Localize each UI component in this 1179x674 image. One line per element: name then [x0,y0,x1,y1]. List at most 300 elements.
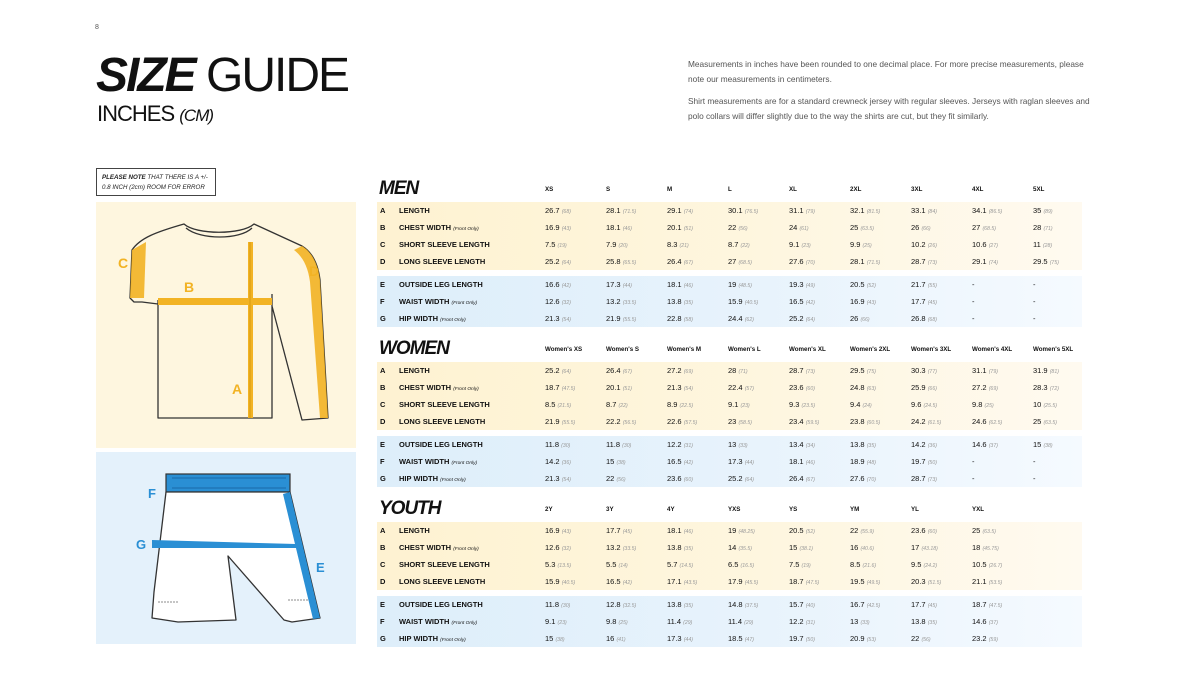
cell-cm: (73) [805,369,815,375]
table-row [377,310,1082,327]
cell-cm: (25) [984,403,994,409]
error-note [96,168,216,196]
cell-cm: (71.5) [622,209,637,215]
waistband [166,474,290,492]
cell-cm: (30) [622,443,632,449]
cell-cm: (40) [805,603,815,609]
cell-cm: (33.5) [622,300,637,306]
table-row [377,202,1082,219]
cell-cm: (43) [561,529,571,535]
row-letter: A [380,366,386,375]
cell-cm: (27) [988,243,998,249]
table-cell: 20.3 (51.5) [911,577,942,586]
row-label: WAIST WIDTH (Front Only) [399,617,478,626]
table-cell: 19 (48.5) [728,280,752,289]
table-cell: 20.1 (51) [606,383,632,392]
table-cell: 12.2 (31) [789,617,815,626]
table-cell: 9.6 (24.5) [911,400,938,409]
cell-cm: (33.5) [622,546,637,552]
size-header: 4Y [667,506,675,513]
cell-cm: (84) [927,209,937,215]
table-row [377,573,1082,590]
table-cell: 5.7 (14.5) [667,560,694,569]
table-cell: 23.6 (60) [789,383,815,392]
table-cell: 5.3 (13.5) [545,560,572,569]
table-cell: 15 (38) [545,634,565,643]
cell-cm: (79) [988,369,998,375]
size-header: Women's L [728,346,761,353]
table-cell: 30.3 (77) [911,366,937,375]
table-cell: 28.3 (72) [1033,383,1059,392]
cell-cm: (66) [921,226,931,232]
cell-cm: (61.5) [927,420,942,426]
table-cell: 13.8 (35) [667,600,693,609]
table-cell: 31.1 (79) [789,206,815,215]
table-cell: 19.7 (50) [789,634,815,643]
cell-cm: (60) [927,529,937,535]
size-header: Women's 3XL [911,346,952,353]
label-b: B [184,279,195,295]
cell-cm: (50) [927,460,937,466]
cell-cm: (53) [866,637,876,643]
cell-cm: (33) [738,443,748,449]
table-cell: 9.1 (23) [789,240,811,249]
table-cell: 13.8 (35) [667,297,693,306]
table-cell: 31.1 (79) [972,366,998,375]
table-cell: 11.4 (29) [728,617,754,626]
row-label: LONG SLEEVE LENGTH [399,577,486,586]
size-header: Women's 4XL [972,346,1013,353]
cell-cm: (81.5) [866,209,881,215]
cell-cm: (47.5) [561,386,576,392]
size-header-row [377,346,1082,356]
size-header: YM [850,506,860,513]
row-letter: G [380,634,386,643]
table-cell: 18.9 (48) [850,457,876,466]
row-note: (Front Only) [440,478,466,483]
cell-cm: (76.5) [744,209,759,215]
cell-cm: (89) [1043,209,1053,215]
cell-cm: (52) [805,529,815,535]
table-cell: 29.5 (75) [1033,257,1059,266]
table-cell: 20.5 (52) [850,280,876,289]
row-label: HIP WIDTH (Front Only) [399,474,466,483]
cell-cm: (63.5) [1043,420,1057,426]
table-cell: 14.2 (36) [911,440,937,449]
cell-cm: (66) [860,317,870,323]
row-letter: C [380,560,386,569]
table-cell: 18.7 (47.5) [972,600,1003,609]
cell-cm: (37) [988,443,998,449]
table-row [377,556,1082,573]
row-label: OUTSIDE LEG LENGTH [399,280,483,289]
size-header: Women's 5XL [1033,346,1074,353]
cell-cm: (43.5) [683,580,698,586]
cell-cm: (53.5) [988,580,1003,586]
row-label: LENGTH [399,526,430,535]
row-letter: A [380,526,386,535]
table-row [377,253,1082,270]
cell-cm: (75) [1049,260,1059,266]
table-row [377,362,1082,379]
label-a: A [232,381,243,397]
cell-cm: (35) [683,546,693,552]
table-cell: - [1033,280,1036,289]
cell-cm: (35) [683,603,693,609]
label-g: G [136,537,147,552]
table-cell: 21.9 (55.5) [606,314,637,323]
table-cell: 10.2 (26) [911,240,937,249]
table-cell: - [972,314,975,323]
table-cell: 25.2 (64) [728,474,754,483]
cell-cm: (19) [557,243,567,249]
cell-cm: (29) [744,620,754,626]
cell-cm: (67) [805,477,815,483]
size-header: YXS [728,506,741,513]
size-header: 5XL [1033,186,1045,193]
cell-cm: (46) [683,283,693,289]
row-label: CHEST WIDTH (Front Only) [399,543,479,552]
table-cell: 24.2 (61.5) [911,417,942,426]
cell-cm: (46) [683,529,693,535]
table-cell: 13.8 (35) [911,617,937,626]
table-row [377,219,1082,236]
cell-cm: (55.9) [860,529,874,535]
table-cell: 13.8 (35) [667,543,693,552]
table-cell: 9.8 (25) [972,400,994,409]
cell-cm: (51.5) [927,580,942,586]
cell-cm: (46) [622,226,632,232]
shorts-diagram [96,452,356,644]
cell-cm: (42.5) [866,603,881,609]
row-label: OUTSIDE LEG LENGTH [399,600,483,609]
size-header: Women's M [667,346,702,353]
table-cell: 23.6 (60) [667,474,693,483]
row-letter: F [380,457,385,466]
cell-cm: (32) [561,300,571,306]
table-cell: 7.5 (19) [545,240,567,249]
row-letter: D [380,417,386,426]
table-cell: 10.6 (27) [972,240,998,249]
table-cell: 28 (71) [728,366,748,375]
table-cell: 19 (48.25) [728,526,755,535]
cell-cm: (79) [805,209,815,215]
size-header: 2XL [850,186,862,193]
row-letter: B [380,543,386,552]
table-cell: 19.7 (50) [911,457,937,466]
row-label: CHEST WIDTH (Front Only) [399,383,479,392]
cell-cm: (49.5) [866,580,881,586]
table-cell: 15 (38) [1033,440,1053,449]
table-row [377,413,1082,430]
table-cell: 17.7 (45) [911,600,937,609]
cell-cm: (63.5) [982,529,996,535]
cell-cm: (71) [738,369,748,375]
cell-cm: (71) [1043,226,1053,232]
cell-cm: (35) [866,443,876,449]
cell-cm: (55.5) [561,420,576,426]
cell-cm: (68) [561,209,571,215]
cell-cm: (77) [927,369,937,375]
table-cell: 16.6 (42) [545,280,571,289]
cell-cm: (35) [927,620,937,626]
title-bold: SIZE [96,49,195,102]
cell-cm: (23.5) [801,403,816,409]
size-header: L [728,186,732,193]
section-title: YOUTH [379,498,441,519]
table-cell: 22.2 (56.5) [606,417,637,426]
cell-cm: (60.5) [866,420,881,426]
table-cell: 22.4 (57) [728,383,754,392]
cell-cm: (61) [799,226,809,232]
cell-cm: (68) [927,317,937,323]
table-row [377,396,1082,413]
table-cell: 15 (38.1) [789,543,813,552]
table-cell: 17.7 (45) [911,297,937,306]
cell-cm: (32) [561,546,571,552]
table-cell: 10 (25.5) [1033,400,1057,409]
table-cell: - [972,280,975,289]
row-note: (Front Only) [453,227,479,232]
table-cell: 26 (66) [850,314,870,323]
shorts-diagram-panel [96,452,356,644]
cell-cm: (46) [805,460,815,466]
cell-cm: (36) [927,443,937,449]
cell-cm: (63.5) [860,226,874,232]
table-cell: 14.6 (37) [972,440,998,449]
table-cell: 20.1 (51) [667,223,693,232]
cell-cm: (42) [805,300,815,306]
cell-cm: (65.5) [622,260,637,266]
table-cell: - [972,297,975,306]
cell-cm: (49) [805,283,815,289]
cell-cm: (51) [622,386,632,392]
table-cell: 18 (45.75) [972,543,999,552]
table-cell: 23.6 (60) [911,526,937,535]
table-cell: 15.7 (40) [789,600,815,609]
table-cell: 9.1 (23) [545,617,567,626]
table-cell: 15 (38) [606,457,626,466]
table-cell: 19.5 (49.5) [850,577,881,586]
cell-cm: (48.5) [738,283,752,289]
section-title: WOMEN [379,338,449,359]
table-cell: 25.2 (64) [545,366,571,375]
cell-cm: (44) [683,637,693,643]
cell-cm: (23) [557,620,567,626]
table-cell: 24.4 (62) [728,314,754,323]
cell-cm: (68.5) [982,226,996,232]
table-cell: 25 (63.5) [850,223,874,232]
table-cell: 17.3 (44) [606,280,632,289]
subtitle-main: INCHES [97,101,175,126]
cell-cm: (64) [561,369,571,375]
table-cell: 16 (40.6) [850,543,874,552]
table-cell: 5.5 (14) [606,560,628,569]
table-cell: 18.5 (47) [728,634,754,643]
intro-paragraph: Measurements in inches have been rounded to one decimal place. For more precise measurements, please note our measurements in centimeters. [688,59,1084,84]
table-cell: 26.4 (67) [606,366,632,375]
table-row [377,293,1082,310]
row-label: LONG SLEEVE LENGTH [399,417,486,426]
table-row [377,453,1082,470]
row-label: WAIST WIDTH (Front Only) [399,297,478,306]
table-cell: 26 (66) [911,223,931,232]
cell-cm: (30) [561,443,571,449]
cell-cm: (38) [555,637,565,643]
cell-cm: (59) [988,637,998,643]
cell-cm: (36) [561,460,571,466]
table-cell: 8.5 (21.6) [850,560,877,569]
table-cell: 19.3 (49) [789,280,815,289]
cell-cm: (62.5) [988,420,1003,426]
table-cell: 23.2 (59) [972,634,998,643]
cell-cm: (51) [683,226,693,232]
shorts-outline [152,492,320,622]
table-cell: 9.9 (25) [850,240,872,249]
cell-cm: (60) [805,386,815,392]
cell-cm: (35.5) [738,546,752,552]
sleeve-c-highlight [130,242,146,298]
table-row [377,276,1082,293]
table-cell: 22 (55.9) [850,526,874,535]
size-header: 3XL [911,186,923,193]
cell-cm: (72) [1049,386,1059,392]
table-cell: 22 (56) [728,223,748,232]
table-row [377,436,1082,453]
subtitle-unit: (CM) [179,106,214,125]
row-note: (Front Only) [440,638,466,643]
size-header: Women's XL [789,346,826,353]
note-label: PLEASE NOTE [102,174,146,181]
table-cell: 20.5 (52) [789,526,815,535]
table-cell: 30.1 (76.5) [728,206,759,215]
cell-cm: (33) [860,620,870,626]
table-cell: 17.9 (45.5) [728,577,759,586]
row-letter: E [380,600,386,609]
cell-cm: (31) [805,620,815,626]
size-header: YXL [972,506,985,513]
table-cell: 13.4 (34) [789,440,815,449]
table-cell: - [1033,474,1036,483]
cell-cm: (73) [927,260,937,266]
table-row [377,522,1082,539]
table-cell: 27.2 (69) [972,383,998,392]
cell-cm: (29) [683,620,693,626]
cell-cm: (24.5) [923,403,938,409]
cell-cm: (14) [618,563,628,569]
table-cell: 29.5 (75) [850,366,876,375]
size-header: M [667,186,673,193]
table-cell: 23 (58.5) [728,417,752,426]
cell-cm: (45) [622,529,632,535]
row-label: SHORT SLEEVE LENGTH [399,400,490,409]
cell-cm: (22.5) [679,403,694,409]
table-cell: 25 (63.5) [972,526,996,535]
cell-cm: (47.5) [988,603,1003,609]
row-letter: A [380,206,386,215]
shirt-diagram-panel [96,202,356,448]
row-label: LONG SLEEVE LENGTH [399,257,486,266]
size-header-row [377,506,1082,516]
cell-cm: (81) [1049,369,1059,375]
table-cell: 21.3 (54) [545,314,571,323]
cell-cm: (59.5) [805,420,820,426]
table-cell: 26.4 (67) [789,474,815,483]
row-letter: D [380,577,386,586]
cell-cm: (19) [801,563,811,569]
cell-cm: (70) [805,260,815,266]
row-label: SHORT SLEEVE LENGTH [399,240,490,249]
row-note: (Front Only) [453,547,479,552]
row-label: HIP WIDTH (Front Only) [399,314,466,323]
table-cell: 23.8 (60.5) [850,417,881,426]
size-header: Women's 2XL [850,346,891,353]
row-letter: E [380,440,386,449]
label-c: C [118,255,129,271]
size-table-men [377,178,1082,331]
cell-cm: (37) [988,620,998,626]
table-cell: 22.8 (58) [667,314,693,323]
table-cell: - [972,474,975,483]
table-cell: 21.3 (54) [545,474,571,483]
size-table-youth [377,498,1082,651]
label-f: F [148,486,156,501]
table-cell: 13 (33) [850,617,870,626]
cell-cm: (47) [744,637,754,643]
cell-cm: (62) [744,317,754,323]
cell-cm: (25) [862,243,872,249]
cell-cm: (31) [683,443,693,449]
page-title [96,49,349,102]
cell-cm: (40.5) [744,300,759,306]
table-cell: 28 (71) [1033,223,1053,232]
table-cell: 16.7 (42.5) [850,600,881,609]
table-row [377,539,1082,556]
table-cell: 27.6 (70) [850,474,876,483]
cell-cm: (42) [561,283,571,289]
table-cell: 17.3 (44) [728,457,754,466]
cell-cm: (86.5) [988,209,1003,215]
table-cell: 13.2 (33.5) [606,297,637,306]
table-cell: 22.6 (57.5) [667,417,698,426]
size-header: Women's S [606,346,639,353]
table-cell: 16.9 (43) [545,526,571,535]
table-cell: 15.9 (40.5) [728,297,759,306]
row-label: CHEST WIDTH (Front Only) [399,223,479,232]
intro-paragraph: Shirt measurements are for a standard crewneck jersey with regular sleeves. Jerseys with raglan sleeves and polo collars will differ slightly due to the way the shirts are cut, but they fit similarly. [688,96,1090,121]
table-cell: 20.9 (53) [850,634,876,643]
cell-cm: (38) [1043,443,1053,449]
row-label: SHORT SLEEVE LENGTH [399,560,490,569]
cell-cm: (70) [866,477,876,483]
cell-cm: (23) [740,403,750,409]
cell-cm: (38) [616,460,626,466]
cell-cm: (54) [683,386,693,392]
cell-cm: (26) [927,243,937,249]
page-number: 8 [95,24,99,31]
table-cell: 28.7 (73) [911,257,937,266]
cell-cm: (64) [561,260,571,266]
table-cell: 31.9 (81) [1033,366,1059,375]
row-label: LENGTH [399,366,430,375]
cell-cm: (55) [927,283,937,289]
table-cell: 7.5 (19) [789,560,811,569]
table-cell: 27.2 (69) [667,366,693,375]
table-row [377,470,1082,487]
cell-cm: (43) [561,226,571,232]
table-cell: 29.1 (74) [972,257,998,266]
cell-cm: (21.5) [557,403,572,409]
